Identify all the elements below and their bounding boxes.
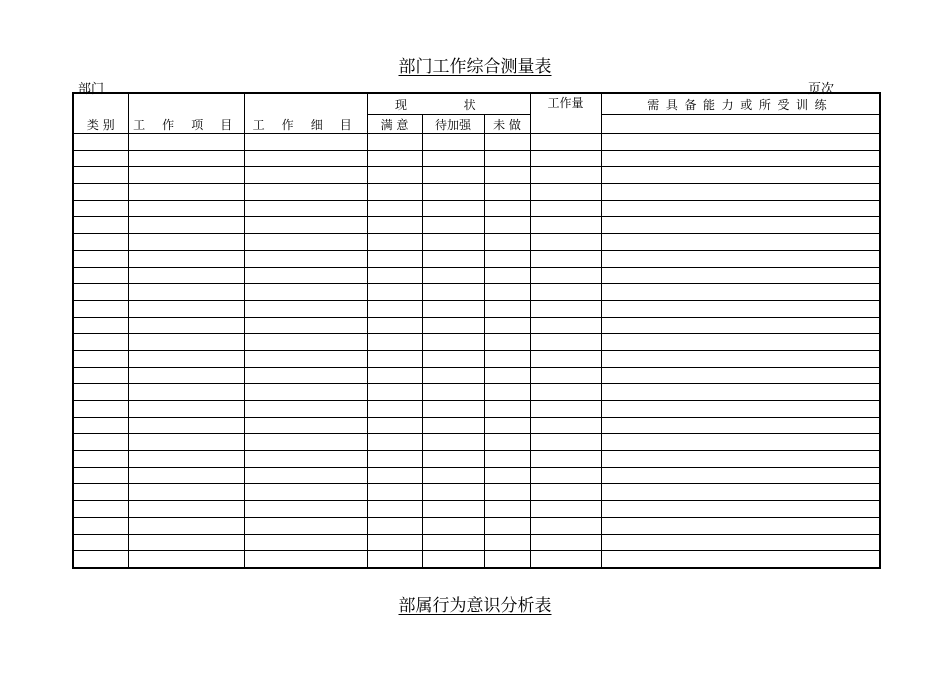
needs-improvement-cell[interactable]: [422, 401, 484, 418]
needs-improvement-cell[interactable]: [422, 334, 484, 351]
work-item-cell[interactable]: [128, 434, 244, 451]
work-item-cell[interactable]: [128, 534, 244, 551]
table-row: [73, 200, 880, 217]
table-row: [73, 334, 880, 351]
satisfied-cell[interactable]: [367, 300, 422, 317]
table-row: [73, 451, 880, 468]
workload-cell[interactable]: [530, 517, 601, 534]
needs-improvement-cell[interactable]: [422, 217, 484, 234]
category-cell[interactable]: [73, 467, 128, 484]
training-cell[interactable]: [601, 517, 880, 534]
training-cell[interactable]: [601, 434, 880, 451]
table-row: [73, 484, 880, 501]
category-cell[interactable]: [73, 234, 128, 251]
satisfied-cell[interactable]: [367, 217, 422, 234]
workload-cell[interactable]: [530, 451, 601, 468]
not-done-cell[interactable]: [484, 417, 530, 434]
workload-cell[interactable]: [530, 534, 601, 551]
not-done-cell[interactable]: [484, 300, 530, 317]
work-detail-cell[interactable]: [244, 167, 367, 184]
needs-improvement-cell[interactable]: [422, 517, 484, 534]
training-cell[interactable]: [601, 350, 880, 367]
table-row: [73, 417, 880, 434]
page-number-label: 页次: [808, 82, 835, 97]
table-row: [73, 467, 880, 484]
not-done-cell[interactable]: [484, 250, 530, 267]
header-not-done: 未 做: [484, 115, 530, 134]
work-detail-cell[interactable]: [244, 534, 367, 551]
header-category: 类 别: [73, 93, 128, 134]
not-done-cell[interactable]: [484, 534, 530, 551]
work-detail-cell[interactable]: [244, 150, 367, 167]
category-cell[interactable]: [73, 284, 128, 301]
work-item-cell[interactable]: [128, 384, 244, 401]
workload-cell[interactable]: [530, 434, 601, 451]
header-training: 需具备能力或所受训练: [601, 93, 880, 115]
satisfied-cell[interactable]: [367, 250, 422, 267]
needs-improvement-cell[interactable]: [422, 501, 484, 518]
workload-cell[interactable]: [530, 184, 601, 201]
not-done-cell[interactable]: [484, 401, 530, 418]
work-detail-cell[interactable]: [244, 350, 367, 367]
work-item-cell[interactable]: [128, 551, 244, 568]
training-cell[interactable]: [601, 501, 880, 518]
work-item-cell[interactable]: [128, 134, 244, 151]
table-row: [73, 434, 880, 451]
satisfied-cell[interactable]: [367, 501, 422, 518]
satisfied-cell[interactable]: [367, 317, 422, 334]
satisfied-cell[interactable]: [367, 417, 422, 434]
training-cell[interactable]: [601, 334, 880, 351]
training-cell[interactable]: [601, 484, 880, 501]
category-cell[interactable]: [73, 250, 128, 267]
training-cell[interactable]: [601, 250, 880, 267]
header-workload: 工作量: [530, 93, 601, 134]
header-needs-improvement: 待加强: [422, 115, 484, 134]
work-detail-cell[interactable]: [244, 451, 367, 468]
table-row: [73, 150, 880, 167]
category-cell[interactable]: [73, 451, 128, 468]
work-detail-cell[interactable]: [244, 501, 367, 518]
work-item-cell[interactable]: [128, 217, 244, 234]
needs-improvement-cell[interactable]: [422, 551, 484, 568]
not-done-cell[interactable]: [484, 367, 530, 384]
needs-improvement-cell[interactable]: [422, 350, 484, 367]
work-detail-cell[interactable]: [244, 417, 367, 434]
work-detail-cell[interactable]: [244, 250, 367, 267]
work-item-cell[interactable]: [128, 401, 244, 418]
form-title: 部门工作综合测量表: [398, 57, 552, 77]
table-row: [73, 551, 880, 568]
table-row: [73, 234, 880, 251]
satisfied-cell[interactable]: [367, 150, 422, 167]
work-item-cell[interactable]: [128, 484, 244, 501]
workload-cell[interactable]: [530, 467, 601, 484]
not-done-cell[interactable]: [484, 551, 530, 568]
not-done-cell[interactable]: [484, 200, 530, 217]
workload-cell[interactable]: [530, 217, 601, 234]
not-done-cell[interactable]: [484, 334, 530, 351]
measurement-table: [72, 92, 881, 569]
table-row: [73, 534, 880, 551]
work-item-cell[interactable]: [128, 451, 244, 468]
work-item-cell[interactable]: [128, 467, 244, 484]
satisfied-cell[interactable]: [367, 467, 422, 484]
needs-improvement-cell[interactable]: [422, 250, 484, 267]
satisfied-cell[interactable]: [367, 234, 422, 251]
training-cell[interactable]: [601, 300, 880, 317]
satisfied-cell[interactable]: [367, 167, 422, 184]
table-row: [73, 134, 880, 151]
training-cell[interactable]: [601, 467, 880, 484]
table-row: [73, 167, 880, 184]
category-cell[interactable]: [73, 317, 128, 334]
workload-cell[interactable]: [530, 384, 601, 401]
workload-cell[interactable]: [530, 250, 601, 267]
work-detail-cell[interactable]: [244, 367, 367, 384]
not-done-cell[interactable]: [484, 517, 530, 534]
not-done-cell[interactable]: [484, 451, 530, 468]
not-done-cell[interactable]: [484, 434, 530, 451]
needs-improvement-cell[interactable]: [422, 467, 484, 484]
table-row: [73, 401, 880, 418]
work-item-cell[interactable]: [128, 367, 244, 384]
category-cell[interactable]: [73, 517, 128, 534]
workload-cell[interactable]: [530, 484, 601, 501]
category-cell[interactable]: [73, 367, 128, 384]
satisfied-cell[interactable]: [367, 434, 422, 451]
not-done-cell[interactable]: [484, 384, 530, 401]
work-detail-cell[interactable]: [244, 134, 367, 151]
category-cell[interactable]: [73, 350, 128, 367]
table-row: [73, 384, 880, 401]
category-cell[interactable]: [73, 150, 128, 167]
training-cell[interactable]: [601, 234, 880, 251]
satisfied-cell[interactable]: [367, 551, 422, 568]
training-cell[interactable]: [601, 367, 880, 384]
table-row: [73, 517, 880, 534]
work-item-cell[interactable]: [128, 501, 244, 518]
work-detail-cell[interactable]: [244, 467, 367, 484]
work-detail-cell[interactable]: [244, 384, 367, 401]
needs-improvement-cell[interactable]: [422, 267, 484, 284]
work-detail-cell[interactable]: [244, 551, 367, 568]
not-done-cell[interactable]: [484, 134, 530, 151]
category-cell[interactable]: [73, 501, 128, 518]
work-detail-cell[interactable]: [244, 200, 367, 217]
needs-improvement-cell[interactable]: [422, 451, 484, 468]
work-detail-cell[interactable]: [244, 234, 367, 251]
training-cell[interactable]: [601, 451, 880, 468]
work-detail-cell[interactable]: [244, 484, 367, 501]
category-cell[interactable]: [73, 300, 128, 317]
table-row: [73, 267, 880, 284]
needs-improvement-cell[interactable]: [422, 384, 484, 401]
category-cell[interactable]: [73, 334, 128, 351]
training-cell[interactable]: [601, 200, 880, 217]
table-row: [73, 501, 880, 518]
category-cell[interactable]: [73, 551, 128, 568]
satisfied-cell[interactable]: [367, 367, 422, 384]
needs-improvement-cell[interactable]: [422, 234, 484, 251]
table-body: [73, 134, 880, 568]
not-done-cell[interactable]: [484, 167, 530, 184]
work-item-cell[interactable]: [128, 150, 244, 167]
work-item-cell[interactable]: [128, 167, 244, 184]
not-done-cell[interactable]: [484, 150, 530, 167]
workload-cell[interactable]: [530, 167, 601, 184]
needs-improvement-cell[interactable]: [422, 484, 484, 501]
training-cell[interactable]: [601, 134, 880, 151]
workload-cell[interactable]: [530, 150, 601, 167]
workload-cell[interactable]: [530, 267, 601, 284]
work-detail-cell[interactable]: [244, 317, 367, 334]
training-cell[interactable]: [601, 417, 880, 434]
category-cell[interactable]: [73, 217, 128, 234]
workload-cell[interactable]: [530, 200, 601, 217]
work-item-cell[interactable]: [128, 317, 244, 334]
satisfied-cell[interactable]: [367, 350, 422, 367]
not-done-cell[interactable]: [484, 234, 530, 251]
not-done-cell[interactable]: [484, 317, 530, 334]
training-cell[interactable]: [601, 150, 880, 167]
category-cell[interactable]: [73, 384, 128, 401]
header-status: 现 状: [367, 93, 530, 115]
workload-cell[interactable]: [530, 234, 601, 251]
workload-cell[interactable]: [530, 501, 601, 518]
category-cell[interactable]: [73, 134, 128, 151]
table-row: [73, 367, 880, 384]
not-done-cell[interactable]: [484, 217, 530, 234]
training-cell[interactable]: [601, 267, 880, 284]
category-cell[interactable]: [73, 434, 128, 451]
needs-improvement-cell[interactable]: [422, 417, 484, 434]
workload-cell[interactable]: [530, 367, 601, 384]
satisfied-cell[interactable]: [367, 484, 422, 501]
satisfied-cell[interactable]: [367, 334, 422, 351]
header-satisfied: 满 意: [367, 115, 422, 134]
needs-improvement-cell[interactable]: [422, 150, 484, 167]
work-item-cell[interactable]: [128, 184, 244, 201]
next-form-title: 部属行为意识分析表: [398, 596, 552, 616]
work-item-cell[interactable]: [128, 417, 244, 434]
satisfied-cell[interactable]: [367, 517, 422, 534]
table-row: [73, 217, 880, 234]
work-item-cell[interactable]: [128, 250, 244, 267]
needs-improvement-cell[interactable]: [422, 434, 484, 451]
training-cell[interactable]: [601, 551, 880, 568]
work-item-cell[interactable]: [128, 517, 244, 534]
training-cell[interactable]: [601, 184, 880, 201]
satisfied-cell[interactable]: [367, 534, 422, 551]
needs-improvement-cell[interactable]: [422, 534, 484, 551]
header-work-detail: 工 作 细 目: [244, 93, 367, 134]
workload-cell[interactable]: [530, 350, 601, 367]
category-cell[interactable]: [73, 484, 128, 501]
training-cell[interactable]: [601, 167, 880, 184]
training-cell[interactable]: [601, 384, 880, 401]
category-cell[interactable]: [73, 417, 128, 434]
needs-improvement-cell[interactable]: [422, 317, 484, 334]
satisfied-cell[interactable]: [367, 267, 422, 284]
table-row: [73, 350, 880, 367]
work-detail-cell[interactable]: [244, 184, 367, 201]
table-row: [73, 317, 880, 334]
satisfied-cell[interactable]: [367, 401, 422, 418]
satisfied-cell[interactable]: [367, 384, 422, 401]
category-cell[interactable]: [73, 167, 128, 184]
needs-improvement-cell[interactable]: [422, 134, 484, 151]
work-item-cell[interactable]: [128, 350, 244, 367]
work-item-cell[interactable]: [128, 234, 244, 251]
needs-improvement-cell[interactable]: [422, 284, 484, 301]
not-done-cell[interactable]: [484, 501, 530, 518]
department-label: 部门: [78, 82, 105, 97]
work-item-cell[interactable]: [128, 267, 244, 284]
workload-cell[interactable]: [530, 317, 601, 334]
table-row: [73, 300, 880, 317]
work-detail-cell[interactable]: [244, 401, 367, 418]
header-training-sub: [601, 115, 880, 134]
satisfied-cell[interactable]: [367, 134, 422, 151]
not-done-cell[interactable]: [484, 267, 530, 284]
category-cell[interactable]: [73, 184, 128, 201]
workload-cell[interactable]: [530, 401, 601, 418]
category-cell[interactable]: [73, 200, 128, 217]
training-cell[interactable]: [601, 317, 880, 334]
work-detail-cell[interactable]: [244, 334, 367, 351]
training-cell[interactable]: [601, 284, 880, 301]
needs-improvement-cell[interactable]: [422, 367, 484, 384]
satisfied-cell[interactable]: [367, 184, 422, 201]
workload-cell[interactable]: [530, 134, 601, 151]
needs-improvement-cell[interactable]: [422, 184, 484, 201]
not-done-cell[interactable]: [484, 284, 530, 301]
work-item-cell[interactable]: [128, 200, 244, 217]
work-detail-cell[interactable]: [244, 517, 367, 534]
training-cell[interactable]: [601, 401, 880, 418]
workload-cell[interactable]: [530, 417, 601, 434]
satisfied-cell[interactable]: [367, 284, 422, 301]
workload-cell[interactable]: [530, 334, 601, 351]
needs-improvement-cell[interactable]: [422, 167, 484, 184]
workload-cell[interactable]: [530, 300, 601, 317]
table-row: [73, 184, 880, 201]
work-item-cell[interactable]: [128, 300, 244, 317]
not-done-cell[interactable]: [484, 350, 530, 367]
workload-cell[interactable]: [530, 284, 601, 301]
work-detail-cell[interactable]: [244, 267, 367, 284]
not-done-cell[interactable]: [484, 184, 530, 201]
category-cell[interactable]: [73, 534, 128, 551]
not-done-cell[interactable]: [484, 467, 530, 484]
satisfied-cell[interactable]: [367, 200, 422, 217]
work-detail-cell[interactable]: [244, 434, 367, 451]
training-cell[interactable]: [601, 217, 880, 234]
work-detail-cell[interactable]: [244, 300, 367, 317]
work-detail-cell[interactable]: [244, 217, 367, 234]
table-row: [73, 250, 880, 267]
work-item-cell[interactable]: [128, 284, 244, 301]
workload-cell[interactable]: [530, 551, 601, 568]
table-row: [73, 284, 880, 301]
category-cell[interactable]: [73, 267, 128, 284]
work-detail-cell[interactable]: [244, 284, 367, 301]
category-cell[interactable]: [73, 401, 128, 418]
work-item-cell[interactable]: [128, 334, 244, 351]
training-cell[interactable]: [601, 534, 880, 551]
needs-improvement-cell[interactable]: [422, 300, 484, 317]
needs-improvement-cell[interactable]: [422, 200, 484, 217]
header-work-item: 工 作 项 目: [128, 93, 244, 134]
not-done-cell[interactable]: [484, 484, 530, 501]
satisfied-cell[interactable]: [367, 451, 422, 468]
